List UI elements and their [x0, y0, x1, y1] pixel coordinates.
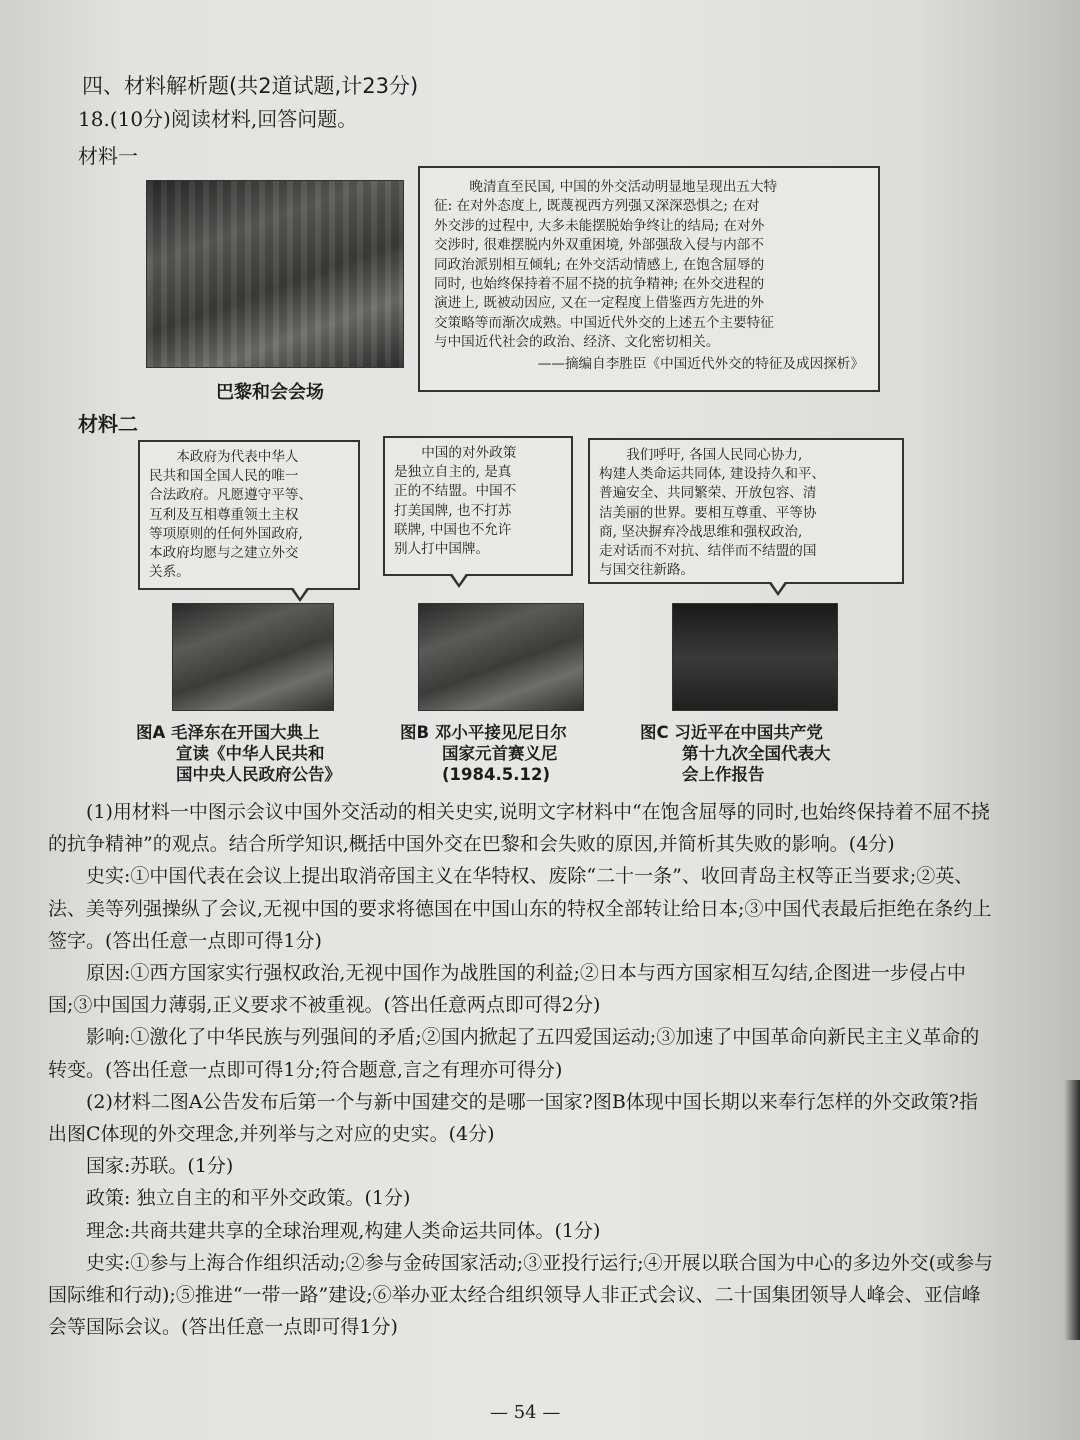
caption-figure-a: [136, 722, 386, 785]
answer-2-policy: 政策: 独立自主的和平外交政策。(1分): [86, 1187, 411, 1210]
bubble-tail: [768, 582, 788, 596]
material1-line: 同时, 也始终保持着不屈不挠的抗争精神; 在外交进程的: [434, 276, 765, 293]
answer-2-country: 国家:苏联。(1分): [86, 1155, 234, 1178]
speech-bubble-b: [383, 436, 573, 576]
caption-line: 国中央人民政府公告》: [176, 765, 341, 784]
material1-line: 交策略等而渐次成熟。中国近代外交的上述五个主要特征: [434, 314, 774, 331]
caption-line: 会上作报告: [682, 765, 765, 784]
photo-figure-a: [172, 603, 334, 711]
caption-line: (1984.5.12): [442, 765, 550, 784]
caption-line: 图A 毛泽东在开国大典上: [136, 723, 320, 742]
question-18-heading: 18.(10分)阅读材料,回答问题。: [78, 107, 358, 131]
bubble-line: 别人打中国牌。: [394, 541, 490, 558]
bubble-line: 互利及互相尊重领土主权: [149, 506, 299, 523]
caption-figure-b: [400, 722, 610, 785]
answer-2-fact: 史实:①参与上海合作组织活动;②参与金砖国家活动;③亚投行运行;④开展以联合国为中心的多边外交(或参与国际维和行动);⑤推进“一带一路”建设;⑥举办亚太经合组织领导人非正式会议、二十国集团领导人峰会、亚信峰会等国际会议。(答出任意一点即可得1分): [48, 1251, 994, 1339]
section-title: 四、材料解析题(共2道试题,计23分): [82, 74, 419, 98]
scan-edge-shadow: [1064, 1080, 1080, 1340]
bubble-line: 中国的对外政策: [421, 445, 517, 461]
caption-line: 图B 邓小平接见尼日尔: [400, 723, 567, 742]
page-number: — 54 —: [490, 1402, 561, 1423]
paris-conference-photo: [146, 180, 404, 368]
bubble-tail: [449, 574, 469, 588]
bubble-tail: [290, 588, 310, 602]
material1-line: 晚清直至民国, 中国的外交活动明显地呈现出五大特: [469, 179, 778, 195]
photo-figure-c: [672, 603, 838, 711]
material1-line: 与中国近代社会的政治、经济、文化密切相关。: [434, 334, 720, 351]
paris-photo-caption: 巴黎和会会场: [216, 382, 324, 403]
bubble-line: 合法政府。凡愿遵守平等、: [149, 487, 313, 504]
answer-1-impact: 影响:①激化了中华民族与列强间的矛盾;②国内掀起了五四爱国运动;③加速了中国革命向新民主主义革命的转变。(答出任意一点即可得1分;符合题意,言之有理亦可得分): [48, 1026, 980, 1081]
speech-bubble-a: [138, 440, 360, 590]
answer-2-concept: 理念:共商共建共享的全球治理观,构建人类命运共同体。(1分): [86, 1219, 601, 1242]
bubble-line: 普遍安全、共同繁荣、开放包容、清: [599, 485, 817, 502]
bubble-line: 我们呼吁, 各国人民同心协力,: [626, 447, 803, 463]
material1-text-box: [418, 166, 880, 392]
bubble-line: 关系。: [149, 564, 190, 581]
bubble-line: 本政府均愿与之建立外交: [149, 545, 299, 562]
bubble-line: 正的不结盟。中国不: [394, 483, 517, 500]
material1-line: 征: 在对外态度上, 既蔑视西方列强又深深恐惧之; 在对: [434, 198, 760, 215]
bubble-line: 构建人类命运共同体, 建设持久和平、: [599, 466, 826, 483]
bubble-line: 洁美丽的世界。要相互尊重、平等协: [599, 504, 817, 521]
bubble-line: 本政府为代表中华人: [176, 449, 299, 465]
sub-question-2: (2)材料二图A公告发布后第一个与新中国建交的是哪一国家?图B体现中国长期以来奉行怎样的外交政策?指出图C体现的外交理念,并列举与之对应的史实。(4分): [48, 1090, 978, 1146]
sub-question-1: (1)用材料一中图示会议中国外交活动的相关史实,说明文字材料中“在饱含屈辱的同时,也始终保持着不屈不挠的抗争精神”的观点。结合所学知识,概括中国外交在巴黎和会失败的原因,并简析其失败的影响。(4分): [48, 801, 990, 856]
material1-source: ——摘编自李胜臣《中国近代外交的特征及成因探析》: [537, 355, 864, 372]
material1-label: 材料一: [78, 144, 138, 168]
answer-body: [48, 796, 996, 1343]
answer-1-reason: 原因:①西方国家实行强权政治,无视中国作为战胜国的利益;②日本与西方国家相互勾结,企图进一步侵占中国;③中国国力薄弱,正义要求不被重视。(答出任意两点即可得2分): [48, 962, 966, 1017]
material1-line: 交涉时, 很难摆脱内外双重困境, 外部强敌入侵与内部不: [434, 237, 764, 254]
caption-line: 图C 习近平在中国共产党: [640, 723, 823, 742]
bubble-line: 联牌, 中国也不允许: [394, 521, 512, 538]
material1-line: 同政治派别相互倾轧; 在外交活动情感上, 在饱含屈辱的: [434, 256, 765, 273]
bubble-line: 等项原则的任何外国政府,: [149, 525, 303, 542]
caption-line: 第十九次全国代表大: [682, 744, 831, 763]
bubble-line: 走对话而不对抗、结伴而不结盟的国: [599, 543, 817, 560]
bubble-line: 商, 坚决摒弃冷战思维和强权政治,: [599, 523, 803, 540]
answer-1-fact: 史实:①中国代表在会议上提出取消帝国主义在华特权、废除“二十一条”、收回青岛主权等正当要求;②英、法、美等列强操纵了会议,无视中国的要求将德国在中国山东的特权全部转让给日本;③中国代表最后拒绝在条约上签字。(答出任意一点即可得1分): [48, 865, 992, 952]
material1-line: 演进上, 既被动因应, 又在一定程度上借鉴西方先进的外: [434, 295, 764, 312]
caption-figure-c: [640, 722, 880, 785]
caption-line: 国家元首赛义尼: [442, 744, 558, 763]
caption-line: 宣读《中华人民共和: [176, 744, 325, 763]
bubble-line: 打美国牌, 也不打苏: [394, 502, 512, 519]
photo-figure-b: [418, 603, 584, 711]
bubble-line: 民共和国全国人民的唯一: [149, 468, 299, 485]
bubble-line: 与国交往新路。: [599, 562, 695, 579]
material1-line: 外交涉的过程中, 大多未能摆脱始争终让的结局; 在对外: [434, 217, 765, 234]
speech-bubble-c: [588, 438, 904, 584]
material2-label: 材料二: [78, 412, 138, 436]
bubble-line: 是独立自主的, 是真: [394, 464, 512, 481]
